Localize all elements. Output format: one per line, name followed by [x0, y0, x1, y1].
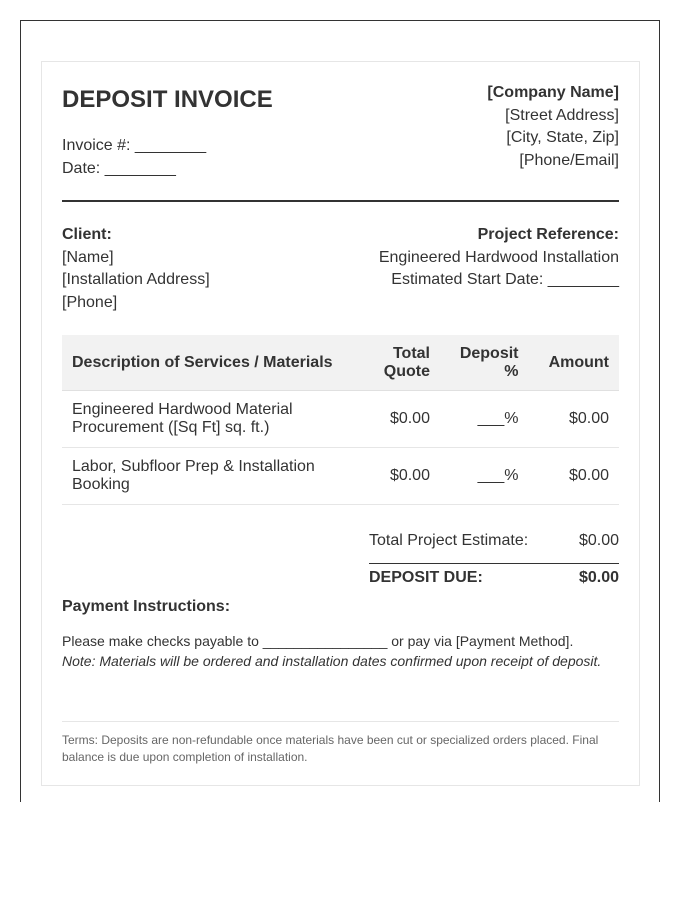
header-amount: Amount — [528, 335, 619, 391]
client-phone: [Phone] — [62, 294, 118, 312]
invoice-title: DEPOSIT INVOICE — [62, 86, 273, 113]
invoice-date: Date: ________ — [62, 160, 176, 177]
company-name: [Company Name] — [487, 84, 619, 101]
client-block — [62, 224, 210, 315]
header-deposit-percent: Deposit % — [440, 335, 529, 391]
terms-text: Terms: Deposits are non-refundable once materials have been cut or specialized orders placed. Final balance is due upon completion of installation. — [62, 721, 619, 766]
invoice-meta — [62, 134, 273, 180]
company-city: [City, State, Zip] — [506, 129, 619, 146]
client-name: [Name] — [62, 248, 114, 266]
project-start-date: Estimated Start Date: ________ — [391, 271, 619, 289]
info-section — [62, 224, 619, 315]
row-total-quote: $0.00 — [350, 391, 440, 448]
invoice-number: Invoice #: ________ — [62, 137, 207, 154]
project-block — [379, 224, 619, 315]
payment-section — [62, 598, 619, 671]
total-estimate-row — [369, 529, 619, 553]
company-contact: [Phone/Email] — [519, 151, 619, 169]
row-amount: $0.00 — [528, 391, 619, 448]
row-description: Engineered Hardwood Material Procurement ([Sq Ft] sq. ft.) — [62, 391, 350, 448]
table-row — [62, 448, 619, 505]
invoice-header-left — [62, 82, 273, 180]
row-description: Labor, Subfloor Prep & Installation Booking — [62, 448, 350, 505]
row-deposit-percent: ___% — [440, 448, 529, 505]
payment-note: Note: Materials will be ordered and installation dates confirmed upon receipt of deposit. — [62, 653, 602, 670]
totals-block — [369, 529, 619, 590]
table-row — [62, 391, 619, 448]
row-total-quote: $0.00 — [350, 448, 440, 505]
client-address: [Installation Address] — [62, 271, 210, 289]
total-estimate-value: $0.00 — [578, 532, 619, 550]
table-header-row — [62, 335, 619, 391]
client-label: Client: — [62, 226, 112, 243]
company-block — [487, 82, 619, 172]
deposit-due-value: $0.00 — [578, 569, 619, 587]
deposit-due-row — [369, 563, 619, 590]
total-estimate-label: Total Project Estimate: — [369, 532, 529, 550]
invoice-document — [41, 61, 640, 786]
project-name: Engineered Hardwood Installation — [378, 248, 619, 266]
header-description: Description of Services / Materials — [62, 335, 350, 391]
project-label: Project Reference: — [477, 226, 619, 243]
row-deposit-percent: ___% — [440, 391, 529, 448]
deposit-due-label: DEPOSIT DUE: — [369, 569, 483, 587]
row-amount: $0.00 — [528, 448, 619, 505]
payment-instructions: Please make checks payable to ________________ or pay via [Payment Method]. — [62, 633, 574, 650]
header-total-quote: Total Quote — [350, 335, 440, 391]
invoice-header — [62, 82, 619, 202]
company-street: [Street Address] — [505, 106, 619, 124]
payment-heading: Payment Instructions: — [62, 598, 231, 616]
line-items-table — [62, 335, 619, 506]
